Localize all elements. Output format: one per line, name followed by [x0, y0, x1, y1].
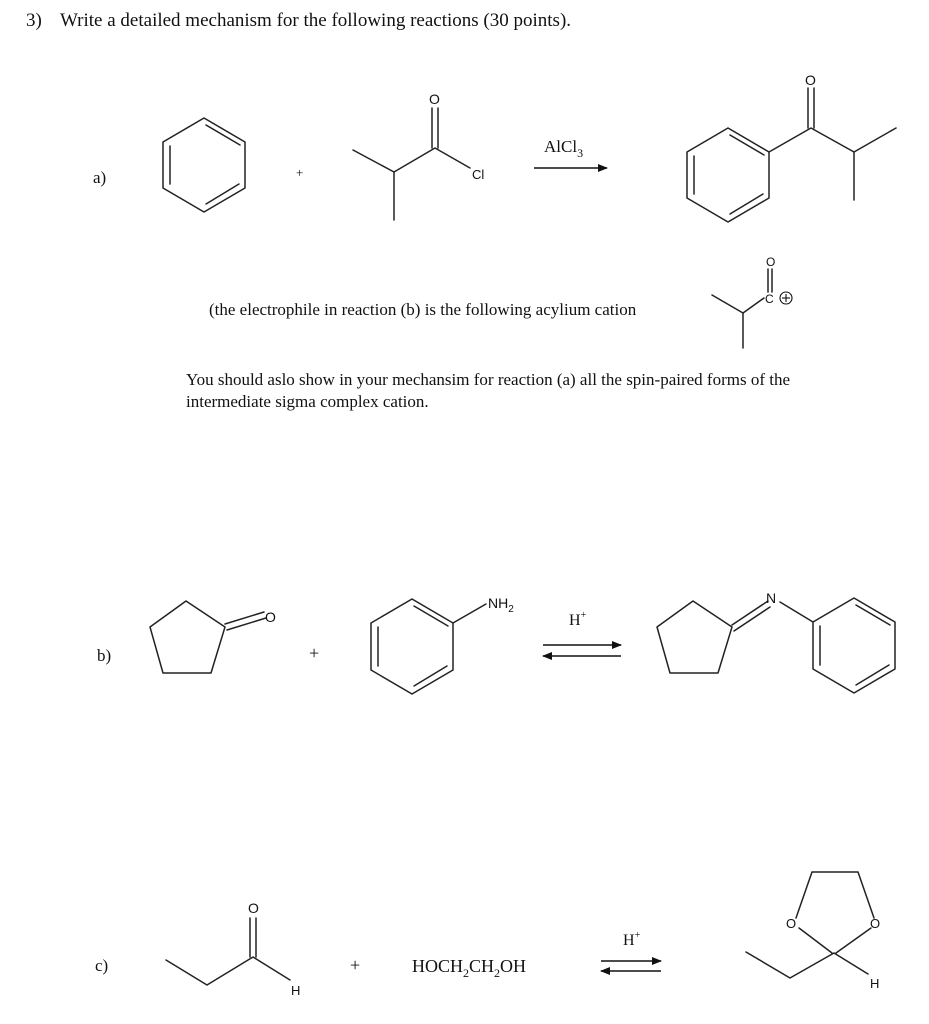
reagent-alcl3: AlCl$_3$	[544, 137, 584, 160]
instruction-line-2: intermediate sigma complex cation.	[186, 392, 429, 411]
dioxolane-acetal-structure	[746, 872, 880, 991]
catalyst-b: H+	[569, 610, 587, 629]
isobutyryl-chloride-structure	[353, 91, 484, 220]
reaction-c-label: c)	[95, 956, 109, 975]
instruction-line-1: You should aslo show in your mechansim for reaction (a) all the spin-paired forms of the	[186, 370, 791, 389]
benzene-structure	[163, 118, 245, 212]
propanal-structure	[166, 900, 300, 998]
reaction-b-label: b)	[97, 646, 112, 665]
plus-sign-a: +	[296, 165, 304, 180]
acetal-oxygen-2-label: O	[870, 916, 881, 931]
ketone-oxygen-label: O	[265, 609, 276, 625]
imine-nitrogen-label: N	[766, 590, 777, 606]
oxygen-label: O	[429, 91, 440, 107]
acetal-h-label: H	[870, 976, 880, 991]
isobutyrophenone-structure	[687, 72, 896, 222]
reaction-a-label: a)	[93, 168, 107, 187]
imine-product-structure	[657, 590, 895, 693]
plus-sign-c: +	[350, 955, 361, 975]
electrophile-note: (the electrophile in reaction (b) is the following acylium cation	[209, 300, 637, 319]
aniline-structure	[371, 595, 514, 694]
aldehyde-h-label: H	[291, 983, 301, 998]
plus-sign-b: +	[309, 643, 320, 663]
acylium-cation-structure	[712, 255, 792, 348]
cyclopentanone-structure	[150, 601, 276, 673]
acylium-carbon-label: C	[765, 292, 774, 306]
acylium-oxygen-label: O	[766, 255, 776, 269]
chlorine-label: Cl	[472, 167, 485, 182]
product-oxygen-label: O	[805, 72, 816, 88]
amine-label: $NH_2$	[488, 595, 514, 615]
ethylene-glycol-formula: $HOCH_2CH_2OH$	[412, 956, 527, 980]
question-prompt: Write a detailed mechanism for the following reactions (30 points).	[60, 10, 572, 31]
catalyst-c: H+	[623, 930, 641, 949]
aldehyde-oxygen-label: O	[248, 900, 259, 916]
question-number: 3)	[26, 10, 42, 31]
acetal-oxygen-1-label: O	[786, 916, 797, 931]
